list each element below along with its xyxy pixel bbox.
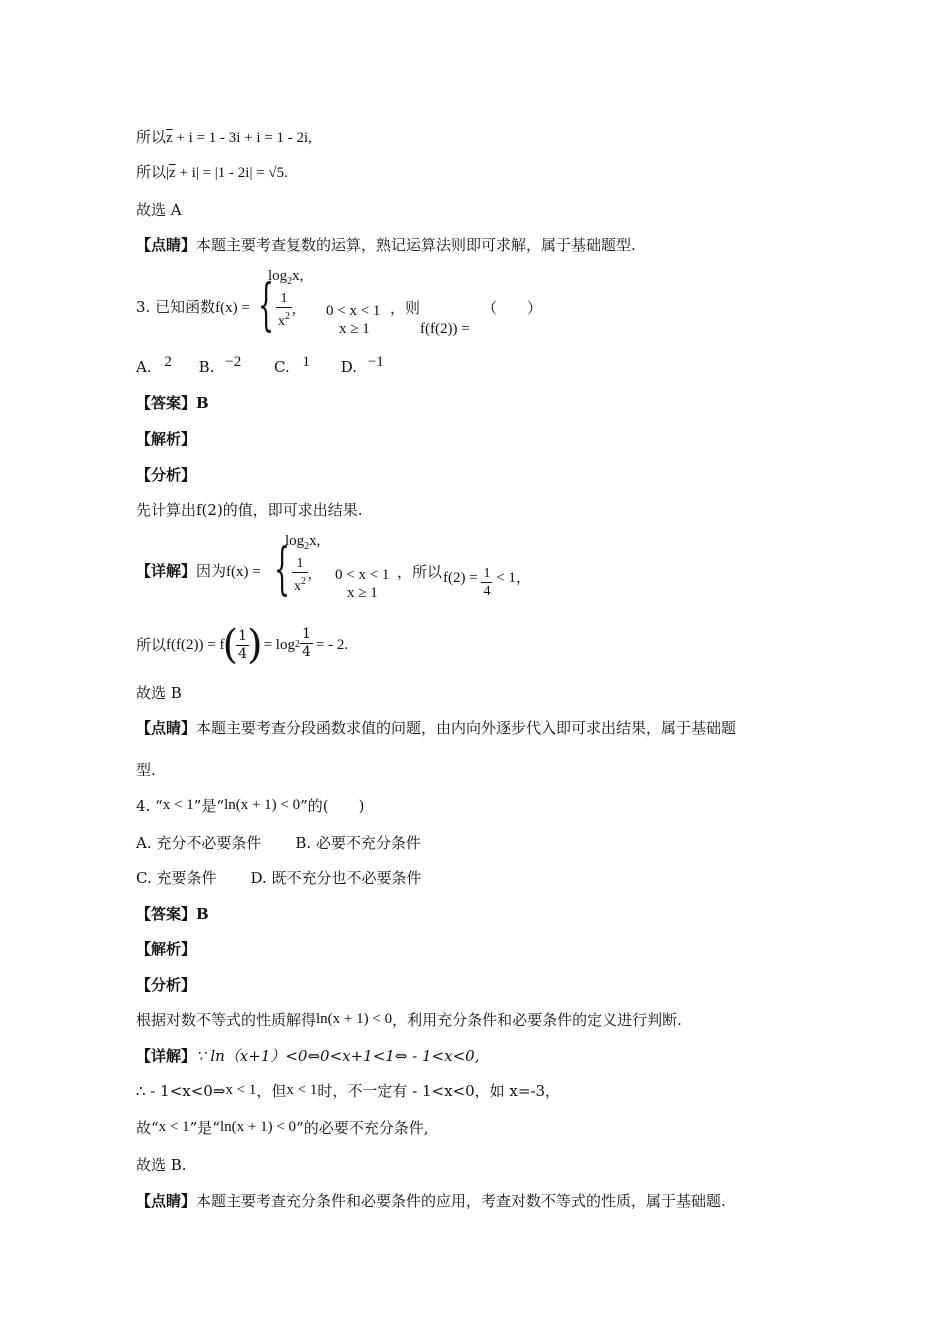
piecewise-brace-2: { (274, 537, 291, 602)
detail-tag: 【详解】 (136, 1047, 197, 1065)
note-text: 本题主要考查复数的运算，熟记运算法则即可求解，属于基础题型. (196, 236, 636, 254)
case1 (268, 268, 303, 287)
ff2: f(f(2)) = f (166, 637, 225, 653)
log: log (285, 533, 305, 549)
frac-den (292, 573, 308, 595)
q3-stem-text: 3. 已知函数 (136, 298, 216, 316)
opt-c: 1 (302, 354, 310, 370)
detail-text: ∵ ln（x+1）<0⇔0<x+1<1⇔ - 1<x<0, (196, 1047, 480, 1065)
case2-fraction (276, 290, 296, 330)
f2-expr (443, 561, 531, 599)
opt-d-label: D. (340, 358, 358, 376)
opt-d: −1 (367, 354, 384, 370)
q4-analysis (136, 1010, 682, 1031)
f2: f(2) = (443, 569, 478, 586)
q4-note (136, 1191, 726, 1211)
den: 4 (483, 584, 491, 599)
exp: 2 (301, 576, 306, 587)
text: 4. “ (136, 797, 163, 815)
q4-so (136, 1118, 429, 1139)
math-z-bar: $\overline{z}$ (166, 130, 173, 146)
detail-text: 因为 (196, 562, 227, 580)
num: 1 (483, 566, 491, 581)
note-text: 本题主要考查充分条件和必要条件的应用，考查对数不等式的性质，属于基础题. (196, 1192, 726, 1210)
text: 所以 (136, 163, 167, 181)
q4-choose: 故选 B. (136, 1156, 187, 1174)
math: ln(x + 1) < 0 (316, 1011, 393, 1027)
detail-tag: 【详解】 (136, 562, 197, 580)
math: x < 1 (225, 1082, 257, 1098)
q3-detail (136, 561, 261, 582)
log-base: 2 (294, 639, 300, 650)
q3-fenxi: 【分析】 (136, 466, 197, 484)
q4-answer: 【答案】B (136, 905, 209, 923)
q3-note (136, 718, 736, 738)
opt-a: 2 (164, 354, 172, 370)
note-tag: 【点睛】 (136, 1192, 197, 1210)
cond2: x ≥ 1 (339, 321, 370, 337)
math: x < 1 (286, 1082, 318, 1098)
den: 4 (238, 645, 247, 662)
opt-d: D. 既不充分也不必要条件 (250, 869, 422, 887)
ask: f(f(2)) = (420, 321, 470, 337)
text: ”的必要不充分条件, (296, 1119, 429, 1137)
math-bar: | (166, 165, 170, 181)
text: 时，不一定有 - 1<x<0，如 x=-3， (317, 1082, 561, 1100)
text: ，利用充分条件和必要条件的定义进行判断. (392, 1011, 682, 1029)
q4-fenxi: 【分析】 (136, 976, 197, 994)
so-text: 所以 (136, 636, 167, 654)
text: ”是“ (189, 1119, 220, 1137)
text: ，但 (256, 1082, 287, 1100)
note-1 (136, 235, 636, 255)
opt-b: −2 (225, 354, 242, 370)
den: 4 (301, 643, 311, 660)
text: ”的( ) (300, 797, 365, 815)
fx: f(x) = (226, 564, 261, 580)
so: ，所以 (397, 563, 443, 581)
cond1b: 0 < x < 1 (335, 567, 390, 583)
opt-c-label: C. (274, 358, 290, 376)
text: 故“ (136, 1119, 159, 1137)
opt-b-label: B. (198, 358, 215, 376)
opt-b: B. 必要不充分条件 (295, 834, 421, 852)
line-z-plus-i (136, 127, 312, 148)
q4-therefore (136, 1081, 560, 1102)
q4-jiexi: 【解析】 (136, 940, 197, 958)
log-arg: x, (292, 268, 304, 284)
log: log (268, 268, 288, 284)
q3-choose: 故选 B (136, 684, 182, 702)
choose-a: 故选 A (136, 201, 182, 219)
frac-den (276, 308, 292, 330)
q4-options-cd (136, 868, 422, 888)
piecewise-brace: { (258, 273, 275, 338)
cond2b: x ≥ 1 (347, 585, 378, 601)
x: x (278, 314, 285, 329)
q4-detail (136, 1046, 479, 1066)
q3-analysis: 先计算出f(2)的值，即可求出结果. (136, 501, 363, 519)
text: ”是“ (193, 797, 225, 815)
frac-num: 1 (292, 555, 308, 573)
then: ，则 (390, 299, 421, 317)
x: x (294, 579, 301, 594)
note-tag: 【点睛】 (136, 719, 197, 737)
math-z-bar: $\overline{z}$ (169, 165, 176, 181)
math-expression: + i = 1 - 3i + i = 1 - 2i, (172, 130, 312, 146)
comma: ， (515, 567, 531, 586)
frac-num: 1 (276, 290, 292, 308)
line-modulus (136, 162, 288, 183)
log: = log (263, 637, 295, 653)
opt-c: C. 充要条件 (136, 869, 217, 887)
math: x < 1 (162, 797, 194, 813)
f2-tail: < 1 (496, 569, 516, 586)
log-arg: x, (309, 533, 321, 549)
opt-a-label: A. (136, 358, 152, 376)
log-base: 2 (287, 276, 293, 287)
q3-fx: f(x) = (215, 300, 250, 316)
cond1: 0 < x < 1 (326, 303, 381, 319)
note-text: 本题主要考查分段函数求值的问题，由内向外逐步代入即可求出结果，属于基础题 (196, 719, 737, 737)
math: x < 1 (158, 1119, 190, 1135)
q3-options (136, 354, 384, 378)
q4-stem (136, 796, 365, 817)
math: ln(x + 1) < 0 (224, 797, 301, 813)
text: 根据对数不等式的性质解得 (136, 1011, 317, 1029)
num: 1 (301, 625, 311, 642)
q3-jiexi: 【解析】 (136, 430, 197, 448)
case2b-fraction (292, 555, 312, 595)
ff2-tail: = - 2. (315, 637, 349, 653)
q3-answer: 【答案】B (136, 394, 209, 412)
text: ∴ - 1<x<0⇒ (136, 1082, 226, 1100)
q3-stem (136, 297, 250, 318)
case1b (285, 533, 320, 552)
num: 1 (238, 627, 247, 644)
blank: （ ） (482, 299, 543, 317)
q3-note-2: 型. (136, 761, 156, 779)
text: 所以 (136, 128, 167, 146)
comma: , (308, 566, 312, 583)
exp: 2 (285, 311, 290, 322)
log-base: 2 (304, 541, 310, 552)
q3-ff2: 所以 f(f(2)) = f ( $\frac{1}{4}$ ) = log 2 $\frac{1}{4}$ = - 2. (136, 622, 349, 668)
opt-a: A. 充分不必要条件 (136, 834, 262, 852)
q4-options-ab (136, 833, 421, 853)
math-expression: + i| = |1 - 2i| = √5. (175, 165, 288, 181)
comma: , (292, 301, 296, 318)
note-tag: 【点睛】 (136, 236, 197, 254)
math: ln(x + 1) < 0 (219, 1119, 297, 1135)
